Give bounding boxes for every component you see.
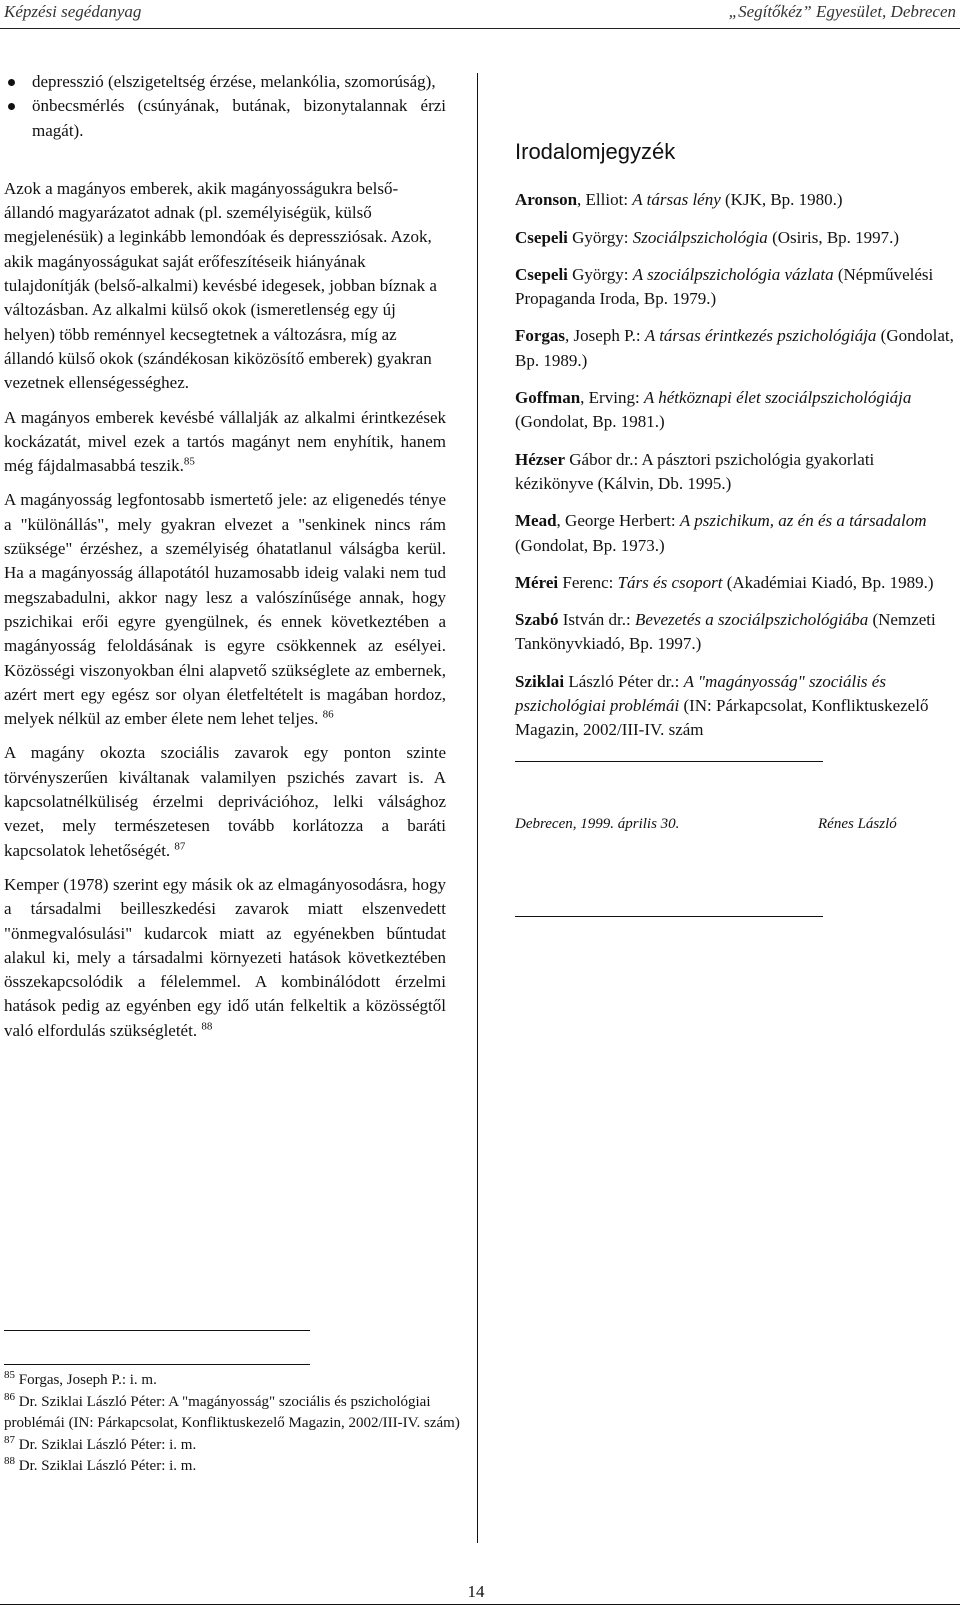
bibliography-entry: Csepeli György: A szociálpszichológia vázlata (Népművelési Propaganda Iroda, Bp. 1979.) (515, 264, 934, 309)
bibliography-entry: Mead, George Herbert: A pszichikum, az én és a társadalom (Gondolat, Bp. 1973.) (515, 511, 927, 555)
footnotes (4, 1370, 474, 1478)
signature-date: Debrecen, 1999. április 30. (515, 815, 680, 832)
footnote: $^{85}$ Forgas, Joseph P.: i. m. (4, 1369, 157, 1388)
header-left-title: Képzési segédanyag (4, 2, 142, 21)
bibliography-entry: Szabó István dr.: Bevezetés a szociálpszichológiába (Nemzeti Tankönyvkiadó, Bp. 1997.) (515, 610, 936, 654)
bibliography-entry: Goffman, Erving: A hétköznapi élet szociálpszichológiája (Gondolat, Bp. 1981.) (515, 388, 912, 432)
right-column (515, 140, 955, 917)
bibliography-entry: Csepeli György: Szociálpszichológia (Osiris, Bp. 1997.) (515, 227, 900, 247)
footnote-ref: 85 (183, 455, 195, 468)
page-header (0, 0, 960, 29)
bibliography-entry: Mérei Ferenc: Társ és csoport (Akadémiai Kiadó, Bp. 1989.) (515, 572, 934, 592)
bullet-list (4, 70, 446, 143)
paragraph-attribution: Azok a magányos emberek, akik magányosságukra belső-állandó magyarázatot adnak (pl. személyiségük, külső megjelenésük) a leginkább lemondóak és depressziósak. Azok, akik magányosságukat saját erőfeszítéseik hiányának tulajdonítják (belső-alkalmi) kevésbé idegesek, jobban bíznak a változásban. Az alkalmi külső okok (ismeretlenség egy új helyen) több reménnyel kecsegtetnek a változásra, míg az állandó külső okok (szándékosan kiközösítő emberek) gyakran vezetnek ellenségességhez. (4, 178, 437, 393)
paragraph-risk: A magányos emberek kevésbé vállalják az alkalmi érintkezések kockázatát, mivel ezek a tartós magányt nem enyhítik, hanem még fájdalmasabbá teszik.$^{85}$ (4, 407, 446, 476)
signature-line (515, 812, 955, 836)
footnote-ref: 86 (322, 708, 334, 721)
footnote-ref: 88 (201, 1020, 213, 1033)
bibliography-entry: Hézser Gábor dr.: A pásztori pszichológia gyakorlati kézikönyve (Kálvin, Db. 1995.) (515, 449, 875, 493)
footnote-ref: 87 (174, 839, 186, 852)
footnote: $^{87}$ Dr. Sziklai László Péter: i. m. (4, 1433, 197, 1453)
paragraph-kemper: Kemper (1978) szerint egy másik ok az elmagányosodásra, hogy a társadalmi beilleszkedési zavarok miatt elszenvedett "önmegvalósulási" kudarcok miatt az egyénekben bűntudat alakul ki, mely a társadalmi környezeti hatások következtében összekapcsolódik a félelemmel. A kombinálódott érzelmi hatások pedig az egyénben egy idő után felkeltik a közösségtől való elfordulás szükségletét. $^{88}$ (4, 874, 446, 1040)
header-right-title: „Segítőkéz” Egyesület, Debrecen (728, 2, 956, 21)
bibliography-title: Irodalomjegyzék (515, 139, 676, 164)
page-number: 14 (467, 1582, 485, 1601)
paragraph-social-disorders: A magány okozta szociális zavarok egy ponton szinte törvényszerűen kiváltanak valamilyen pszichés zavart is. A kapcsolatnélküliség érzelmi deprivációhoz, lelki válsághoz vezet, mely természetesen tovább korlátozza a baráti kapcsolatok lehetőségét. $^{87}$ (4, 743, 446, 860)
bullet-item: depresszió (elszigeteltség érzése, melankólia, szomorúság), (32, 70, 446, 94)
paragraph-signs: A magányosság legfontosabb ismertető jele: az eligenedés ténye a "különállás", mely gyakran elvezet a "senkinek nincs rám szüksége" érzéshez, a személyiség óhatatlanul válságba kerül. Ha a magányosság állapotától huzamosabb ideig valaki nem tud megszabadulni, akkor nagy lesz a valószínűsége annak, hogy pszichikai erői egyre gyengülnek, és ennek következtében a magányosság feloldásának is egyre csökkennek az esélyei. Közösségi viszonyokban élni alapvető szükséglete az embernek, azért mert egy egész sor olyan életfeltételt is magában hordoz, melyek nélkül az ember élete nem lehet teljes. $^{86}$ (4, 490, 446, 729)
footnote: $^{86}$ Dr. Sziklai László Péter: A "magányosság" szociális és pszichológiai problémái (IN: Párkapcsolat, Konfliktuskezelő Magazin, 2002/III-IV. szám) (4, 1390, 460, 1431)
left-column (4, 70, 446, 1043)
bibliography-entry: Forgas, Joseph P.: A társas érintkezés pszichológiája (Gondolat, Bp. 1989.) (515, 326, 954, 370)
bibliography-entry: Aronson, Elliot: A társas lény (KJK, Bp. 1980.) (515, 190, 843, 210)
bibliography-list (515, 188, 955, 742)
page-footer-rule (0, 1604, 960, 1605)
footnote-separator (4, 1330, 310, 1331)
footnote: $^{88}$ Dr. Sziklai László Péter: i. m. (4, 1455, 197, 1474)
signature-separator (515, 761, 823, 762)
column-divider (477, 73, 478, 1543)
signature-separator (515, 916, 823, 917)
footnote-separator (4, 1364, 310, 1365)
bullet-item: önbecsmérlés (csúnyának, butának, bizonytalannak érzi magát). (32, 94, 446, 143)
bibliography-entry: Sziklai László Péter dr.: A "magányosság" szociális és pszichológiai problémái (IN: Párkapcsolat, Konfliktuskezelő Magazin, 2002/III-IV. szám (515, 671, 929, 740)
signature-author: Rénes László (818, 815, 897, 832)
